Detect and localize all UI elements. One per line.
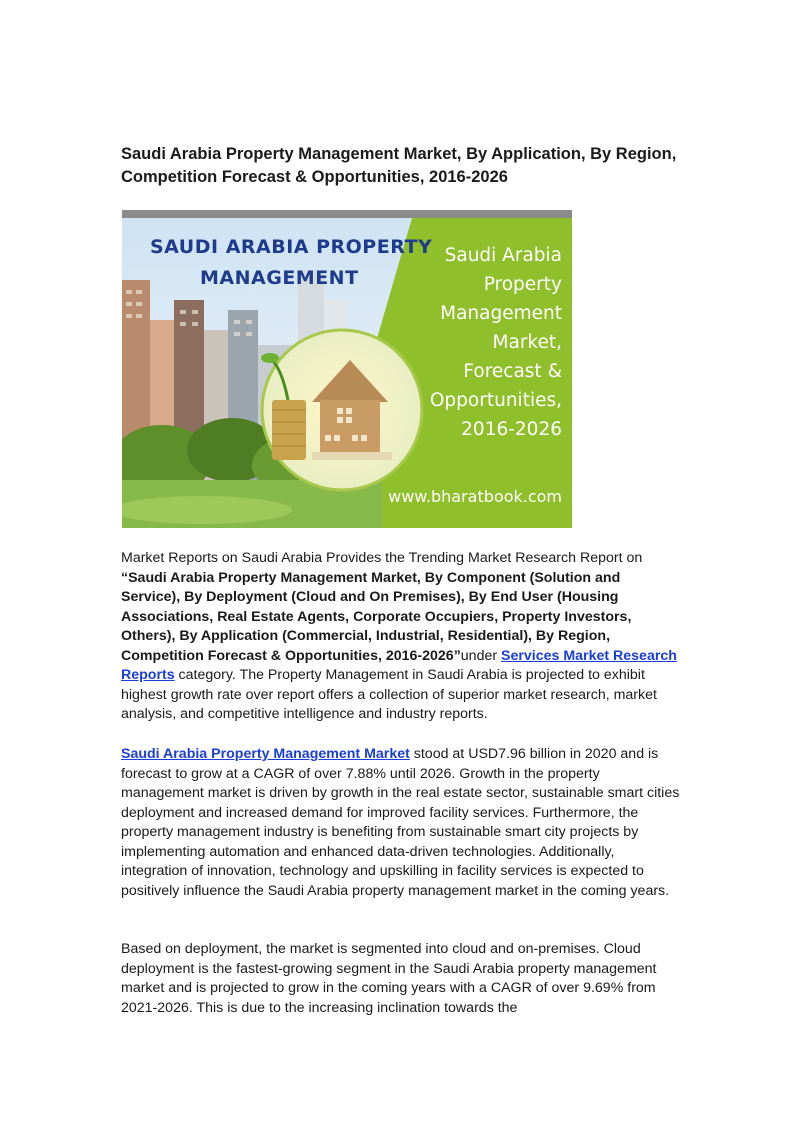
house-on-coins-illustration [261,330,422,490]
banner-left-heading-line2: MANAGEMENT [200,267,359,289]
banner-right-line: Opportunities, [429,390,562,411]
market-size-text: stood at USD7.96 billion in 2020 and is forecast to grow at a CAGR of over 7.88% until 2026. Growth in the property management market is driven by growth in the real estate sector, sustainable smart cities deployment and increased demand for improved facility services. Furthermore, the property management industry is benefiting from sustainable smart city projects by implementing automation and enhanced data-driven technologies. Additionally, integration of innovation, technology and upskilling in facility services is expected to positively influence the Saudi Arabia property management market in the coming years. [121,746,680,899]
banner-right-line: Property [483,274,562,295]
report-name-text: “Saudi Arabia Property Management Market, By Component (Solution and Service), By Deployment (Cloud and On Premises), By End User (Housing Associations, Real Estate Agents, Corporate Occupiers, Property Investors, Others), By Application (Commercial, Industrial, Residential), By Region, Competition Forecast & Opportunities, 2016-2026” [121,569,632,664]
intro-text: Market Reports on Saudi Arabia Provides the Trending Market Research Report on [121,550,643,566]
banner-right-line: Forecast & [463,361,562,382]
banner-right-line: 2016-2026 [461,419,562,440]
banner-left-heading-line1: SAUDI ARABIA PROPERTY [150,236,433,258]
document-title: Saudi Arabia Property Management Market, By Application, By Region, Competition Forecast & Opportunities, 2016-2026 [121,145,677,186]
banner-right-line: Management [440,303,562,324]
under-text: under [460,647,502,664]
banner-right-line: Saudi Arabia [444,245,562,266]
intro-rest-text: category. The Property Management in Saudi Arabia is projected to exhibit highest growth rate over report offers a collection of superior market research, market analysis, and competitive intelligence and industry reports. [121,667,657,722]
services-market-reports-link[interactable]: Services Market Research Reports [121,647,677,683]
intro-paragraph [121,549,681,725]
market-size-paragraph [121,745,681,901]
deployment-paragraph: Based on deployment, the market is segmented into cloud and on-premises. Cloud deployment is the fastest-growing segment in the Saudi Arabia property management market and is projected to grow in the coming years with a CAGR of over 9.69% from 2021-2026. This is due to the increasing inclination towards the [121,941,657,1016]
banner-url: www.bharatbook.com [388,487,562,506]
property-management-market-link[interactable]: Saudi Arabia Property Management Market [121,746,410,762]
banner-right-line: Market, [492,332,562,353]
report-banner-image [122,210,572,528]
